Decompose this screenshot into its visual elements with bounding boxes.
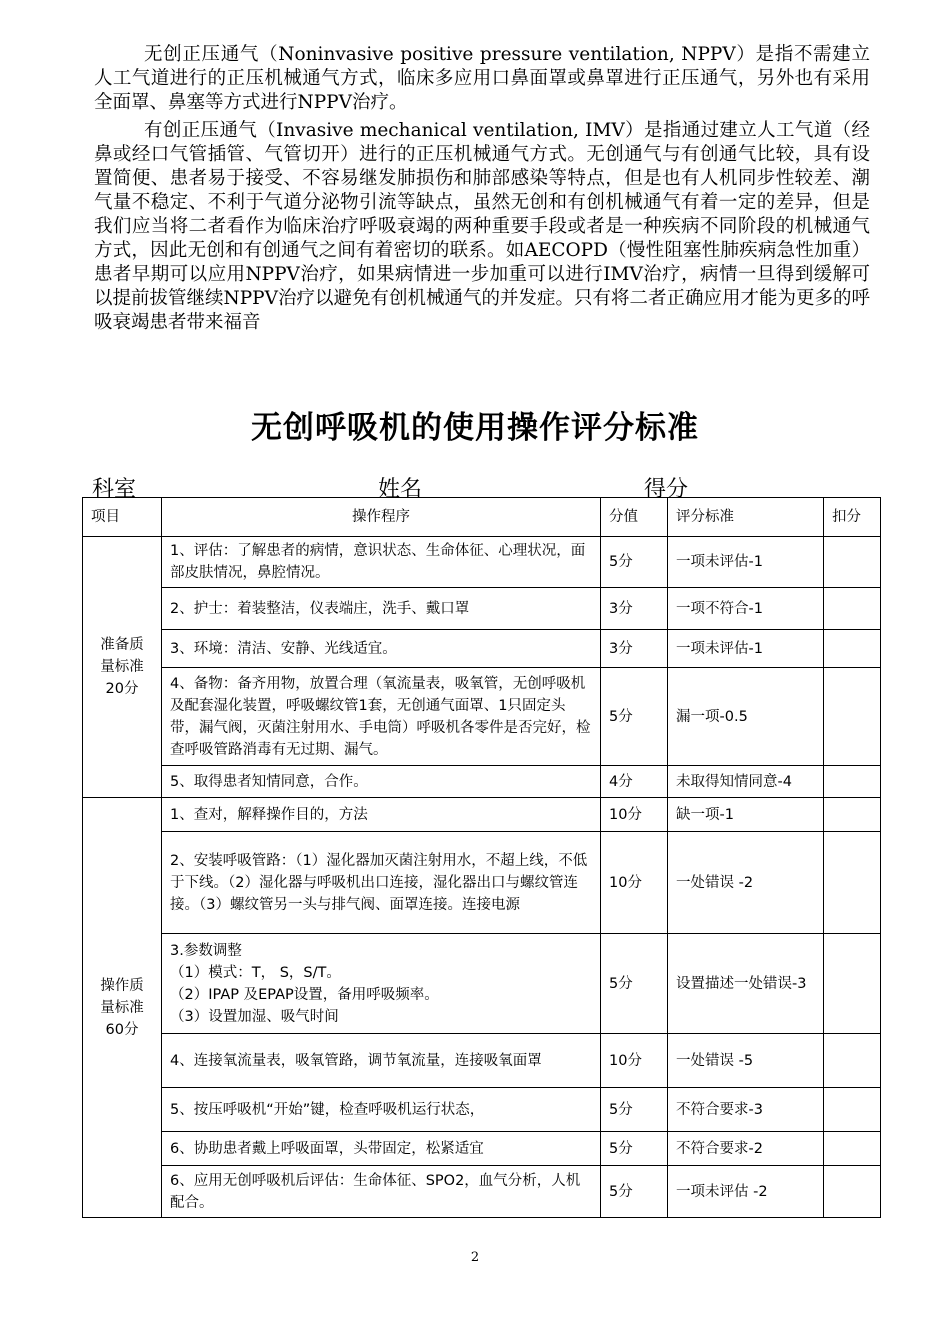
- criteria-cell: 一项未评估 -2: [668, 1166, 824, 1218]
- dept-label: 科室: [92, 477, 137, 502]
- header-criteria: 评分标准: [668, 498, 824, 537]
- criteria-cell: 一项未评估-1: [668, 537, 824, 588]
- table-row: [83, 1132, 881, 1166]
- table-row: [83, 1088, 881, 1132]
- header-procedure: 操作程序: [162, 498, 601, 537]
- deduction-cell[interactable]: [824, 668, 881, 766]
- criteria-cell: 一处错误 -2: [668, 832, 824, 934]
- intro-paragraph-nppv: 无创正压通气（Noninvasive positive pressure ventilation, NPPV）是指不需建立人工气道进行的正压机械通气方式，临床多应用口鼻面罩或鼻罩进行正压通气，另外也有采用全面罩、鼻塞等方式进行NPPV治疗。: [94, 44, 870, 113]
- header-deduction: 扣分: [824, 498, 881, 537]
- deduction-cell[interactable]: [824, 588, 881, 630]
- table-row: [83, 832, 881, 934]
- score-cell: 5分: [601, 537, 668, 588]
- procedure-cell: 4、连接氧流量表，吸氧管路，调节氧流量，连接吸氧面罩: [162, 1034, 601, 1088]
- intro-paragraph-imv: 有创正压通气（Invasive mechanical ventilation, IMV）是指通过建立人工气道（经鼻或经口气管插管、气管切开）进行的正压机械通气方式。无创通气与有创通气比较，具有设置简便、患者易于接受、不容易继发肺损伤和肺部感染等特点，但是也有人机同步性较差、潮气量不稳定、不利于气道分泌物引流等缺点，虽然无创和有创机械通气有着一定的差异，但是我们应当将二者看作为临床治疗呼吸衰竭的两种重要手段或者是一种疾病不同阶段的机械通气方式，因此无创和有创通气之间有着密切的联系。如AECOPD（慢性阻塞性肺疾病急性加重）患者早期可以应用NPPV治疗，如果病情进一步加重可以进行IMV治疗，病情一旦得到缓解可以提前拔管继续NPPV治疗以避免有创机械通气的并发症。只有将二者正确应用才能为更多的呼吸衰竭患者带来福音: [94, 120, 870, 333]
- score-label: 得分: [644, 477, 689, 502]
- criteria-cell: 设置描述一处错误-3: [668, 934, 824, 1034]
- procedure-cell: 3、环境：清洁、安静、光线适宜。: [162, 630, 601, 668]
- criteria-cell: 一项不符合-1: [668, 588, 824, 630]
- header-item: 项目: [83, 498, 162, 537]
- score-cell: 3分: [601, 630, 668, 668]
- table-row: [83, 668, 881, 766]
- criteria-cell: 一处错误 -5: [668, 1034, 824, 1088]
- form-title: 无创呼吸机的使用操作评分标准: [251, 410, 699, 446]
- procedure-cell: 6、应用无创呼吸机后评估：生命体征、SPO2，血气分析，人机配合。: [162, 1166, 601, 1218]
- table-row: [83, 798, 881, 832]
- procedure-cell: 2、安装呼吸管路：（1）湿化器加灭菌注射用水，不超上线，不低于下线。（2）湿化器与呼吸机出口连接，湿化器出口与螺纹管连接。（3）螺纹管另一头与排气阀、面罩连接。连接电源: [162, 832, 601, 934]
- criteria-cell: 不符合要求-3: [668, 1088, 824, 1132]
- deduction-cell[interactable]: [824, 766, 881, 798]
- header-score: 分值: [601, 498, 668, 537]
- score-cell: 5分: [601, 668, 668, 766]
- score-cell: 3分: [601, 588, 668, 630]
- score-cell: 5分: [601, 1166, 668, 1218]
- name-label: 姓名: [378, 477, 423, 502]
- category-preparation: 准备质 量标准 20分: [83, 537, 162, 798]
- procedure-cell: 6、协助患者戴上呼吸面罩，头带固定，松紧适宜: [162, 1132, 601, 1166]
- table-row: [83, 630, 881, 668]
- criteria-cell: 漏一项-0.5: [668, 668, 824, 766]
- category-operation: 操作质 量标准 60分: [83, 798, 162, 1218]
- criteria-cell: 不符合要求-2: [668, 1132, 824, 1166]
- deduction-cell[interactable]: [824, 1132, 881, 1166]
- score-cell: 5分: [601, 1132, 668, 1166]
- scoring-table: [82, 497, 881, 1218]
- procedure-cell: 1、查对，解释操作目的，方法: [162, 798, 601, 832]
- procedure-cell: 2、护士：着装整洁，仪表端庄，洗手、戴口罩: [162, 588, 601, 630]
- deduction-cell[interactable]: [824, 1088, 881, 1132]
- page-number: 2: [470, 1250, 480, 1265]
- deduction-cell[interactable]: [824, 798, 881, 832]
- score-cell: 5分: [601, 934, 668, 1034]
- procedure-cell: 5、取得患者知情同意，合作。: [162, 766, 601, 798]
- procedure-cell: 5、按压呼吸机“开始”键，检查呼吸机运行状态，: [162, 1088, 601, 1132]
- table-header-row: [83, 498, 881, 537]
- score-cell: 10分: [601, 798, 668, 832]
- table-row: [83, 537, 881, 588]
- score-cell: 10分: [601, 1034, 668, 1088]
- table-row: [83, 766, 881, 798]
- table-row: [83, 588, 881, 630]
- table-row: [83, 1166, 881, 1218]
- criteria-cell: 未取得知情同意-4: [668, 766, 824, 798]
- procedure-cell: 4、备物：备齐用物，放置合理（氧流量表，吸氧管，无创呼吸机及配套湿化装置，呼吸螺纹管1套，无创通气面罩、1只固定头带，漏气阀，灭菌注射用水、手电筒）呼吸机各零件是否完好，检查呼吸管路消毒有无过期、漏气。: [162, 668, 601, 766]
- deduction-cell[interactable]: [824, 537, 881, 588]
- table-row: [83, 934, 881, 1034]
- procedure-cell: 1、评估：了解患者的病情，意识状态、生命体征、心理状况，面部皮肤情况，鼻腔情况。: [162, 537, 601, 588]
- score-cell: 10分: [601, 832, 668, 934]
- criteria-cell: 缺一项-1: [668, 798, 824, 832]
- deduction-cell[interactable]: [824, 832, 881, 934]
- score-cell: 5分: [601, 1088, 668, 1132]
- procedure-cell: 3.参数调整 （1）模式：T， S，S/T。 （2）IPAP 及EPAP设置，备用呼吸频率。 （3）设置加湿、吸气时间: [162, 934, 601, 1034]
- deduction-cell[interactable]: [824, 630, 881, 668]
- table-row: [83, 1034, 881, 1088]
- deduction-cell[interactable]: [824, 934, 881, 1034]
- criteria-cell: 一项未评估-1: [668, 630, 824, 668]
- score-cell: 4分: [601, 766, 668, 798]
- deduction-cell[interactable]: [824, 1034, 881, 1088]
- deduction-cell[interactable]: [824, 1166, 881, 1218]
